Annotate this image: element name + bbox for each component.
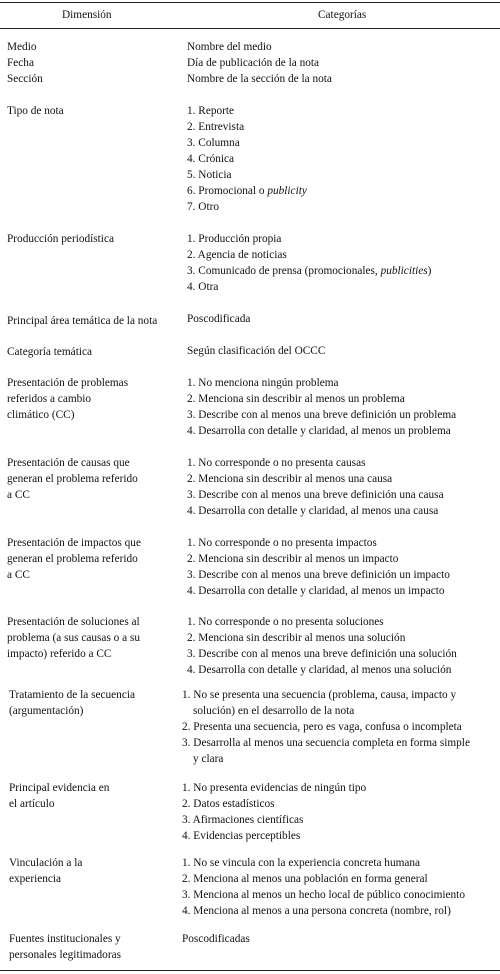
category-text: 2. Menciona sin describir al menos una causa [187,473,393,485]
category-text: 1. No se vincula con la experiencia concreta humana [182,857,421,869]
dimension-cell [7,614,140,662]
dimension-cell [7,344,92,360]
category-cell [187,343,325,359]
dimension-text: Presentación de soluciones al [7,616,140,628]
category-text: 4. Otra [187,281,219,293]
dimension-text: Principal área temática de la nota [7,315,158,327]
category-text: 1. No se presenta una secuencia (problema, causa, impacto y [182,689,457,701]
dimension-text: Principal evidencia en [9,782,110,794]
dimension-text: experiencia [9,873,62,885]
dimension-text: climático (CC) [7,409,75,421]
category-text: Poscodificadas [182,933,250,945]
category-text: Nombre del medio [187,41,272,53]
category-cell [187,39,272,55]
category-text: 2. Menciona sin describir al menos un problema [187,393,405,405]
category-cell [182,780,366,844]
top-rule [0,2,500,3]
dimension-text: Tratamiento de la secuencia [9,689,135,701]
dimension-cell [9,780,109,812]
dimension-text: generan el problema referido [7,553,138,565]
dimension-text: Producción periodística [7,233,114,245]
category-text-main: 3. Comunicado de prensa (promocionales, [187,265,381,277]
header-rule [0,28,500,29]
category-text: 7. Otro [187,201,220,213]
category-text: Poscodificada [187,313,251,325]
category-text: Día de publicación de la nota [187,57,320,69]
category-cell [182,687,470,767]
category-text: 2. Menciona sin describir al menos un impacto [187,553,399,565]
category-text: 4. Crónica [187,153,235,165]
dimension-text: Categoría temática [7,346,92,358]
dimension-cell [7,103,64,119]
dimension-text: problema (a sus causas o a su [7,632,141,644]
category-text: 4. Desarrolla con detalle y claridad, al menos una solución [187,664,452,676]
dimension-text: Tipo de nota [7,105,64,117]
dimension-text: impacto) referido a CC [7,648,112,660]
category-text: 1. No corresponde o no presenta impactos [187,537,377,549]
category-cell [187,455,444,519]
dimension-cell [7,375,128,423]
category-text: 3. Describe con al menos una breve definición un impacto [187,569,450,581]
category-text-tail: ) [427,265,432,277]
category-text: 1. Producción propia [187,233,282,245]
category-text: 4. Evidencias perceptibles [182,830,301,842]
category-text: 3. Desarrolla al menos una secuencia completa en forma simple [182,737,470,749]
dimension-cell [7,535,141,583]
category-text: 3. Columna [187,137,240,149]
header-dimension: Dimensión [62,9,112,21]
category-text-main: 6. Promocional o [187,185,268,197]
dimension-text: el artículo [9,798,55,810]
category-text: 4. Desarrolla con detalle y claridad, al menos un impacto [187,585,445,597]
dimension-text: Fecha [7,57,34,69]
dimension-cell [7,455,138,503]
category-text: 4. Desarrolla con detalle y claridad, al menos una causa [187,505,439,517]
dimension-cell [7,313,157,329]
category-cell [182,931,250,947]
dimension-text: Presentación de impactos que [7,537,141,549]
dimension-text: referidos a cambio [7,393,92,405]
category-text: 3. Describe con al menos una breve definición una causa [187,489,444,501]
category-text: 1. Reporte [187,105,235,117]
category-text: 3. Afirmaciones científicas [182,814,304,826]
category-text: Nombre de la sección de la nota [187,73,332,85]
dimension-cell [9,855,82,887]
category-text: 3. Menciona al menos un hecho local de público conocimiento [182,889,465,901]
category-text: 3. Describe con al menos una breve definición una solución [187,648,457,660]
category-cell [182,855,465,919]
category-text: y clara [193,753,224,765]
category-cell [187,103,307,215]
category-text: 2. Entrevista [187,121,245,133]
category-cell [187,614,457,678]
category-text [187,183,307,199]
dimension-text: Sección [7,73,43,85]
dimension-text: Presentación de problemas [7,377,129,389]
dimension-text: (argumentación) [9,705,84,717]
dimension-text: Vinculación a la [9,857,83,869]
category-text: Según clasificación del OCCC [187,345,326,357]
category-text: 4. Desarrolla con detalle y claridad, al menos un problema [187,425,451,437]
category-text: 4. Menciona al menos a una persona concreta (nombre, rol) [182,905,451,917]
category-text: 2. Datos estadísticos [182,798,275,810]
category-text: 1. No presenta evidencias de ningún tipo [182,782,367,794]
category-cell [187,375,456,439]
dimension-cell [9,687,135,719]
category-text [187,263,431,279]
bottom-rule [0,970,500,971]
dimension-text: a CC [7,489,30,501]
category-text: 5. Noticia [187,169,232,181]
header-categories: Categorías [318,9,367,21]
dimension-text: a CC [7,569,30,581]
category-cell [187,55,319,71]
dimension-cell [7,231,114,247]
dimension-text: Fuentes institucionales y [9,933,121,945]
category-text: 3. Describe con al menos una breve definición un problema [187,409,457,421]
category-cell [187,311,250,327]
category-text-italic: publicity [267,185,307,197]
category-text: 1. No corresponde o no presenta causas [187,457,366,469]
dimension-cell [7,55,34,71]
category-text: 1. No menciona ningún problema [187,377,339,389]
category-cell [187,71,332,87]
dimension-cell [7,71,43,87]
dimension-text: Presentación de causas que [7,457,130,469]
dimension-text: personales legitimadoras [9,949,121,961]
category-cell [187,535,450,599]
category-text: 2. Menciona sin describir al menos una solución [187,632,406,644]
dimension-cell [9,931,121,963]
category-text: 2. Menciona al menos una población en forma general [182,873,428,885]
category-text-italic: publicities [380,265,428,277]
dimension-text: Medio [7,41,37,53]
category-text: 2. Presenta una secuencia, pero es vaga, confusa o incompleta [182,721,462,733]
category-text: solución) en el desarrollo de la nota [193,705,355,717]
dimension-text: generan el problema referido [7,473,138,485]
category-text: 1. No corresponde o no presenta soluciones [187,616,384,628]
dimension-cell [7,39,37,55]
category-cell [187,231,431,295]
category-text: 2. Agencia de noticias [187,249,287,261]
